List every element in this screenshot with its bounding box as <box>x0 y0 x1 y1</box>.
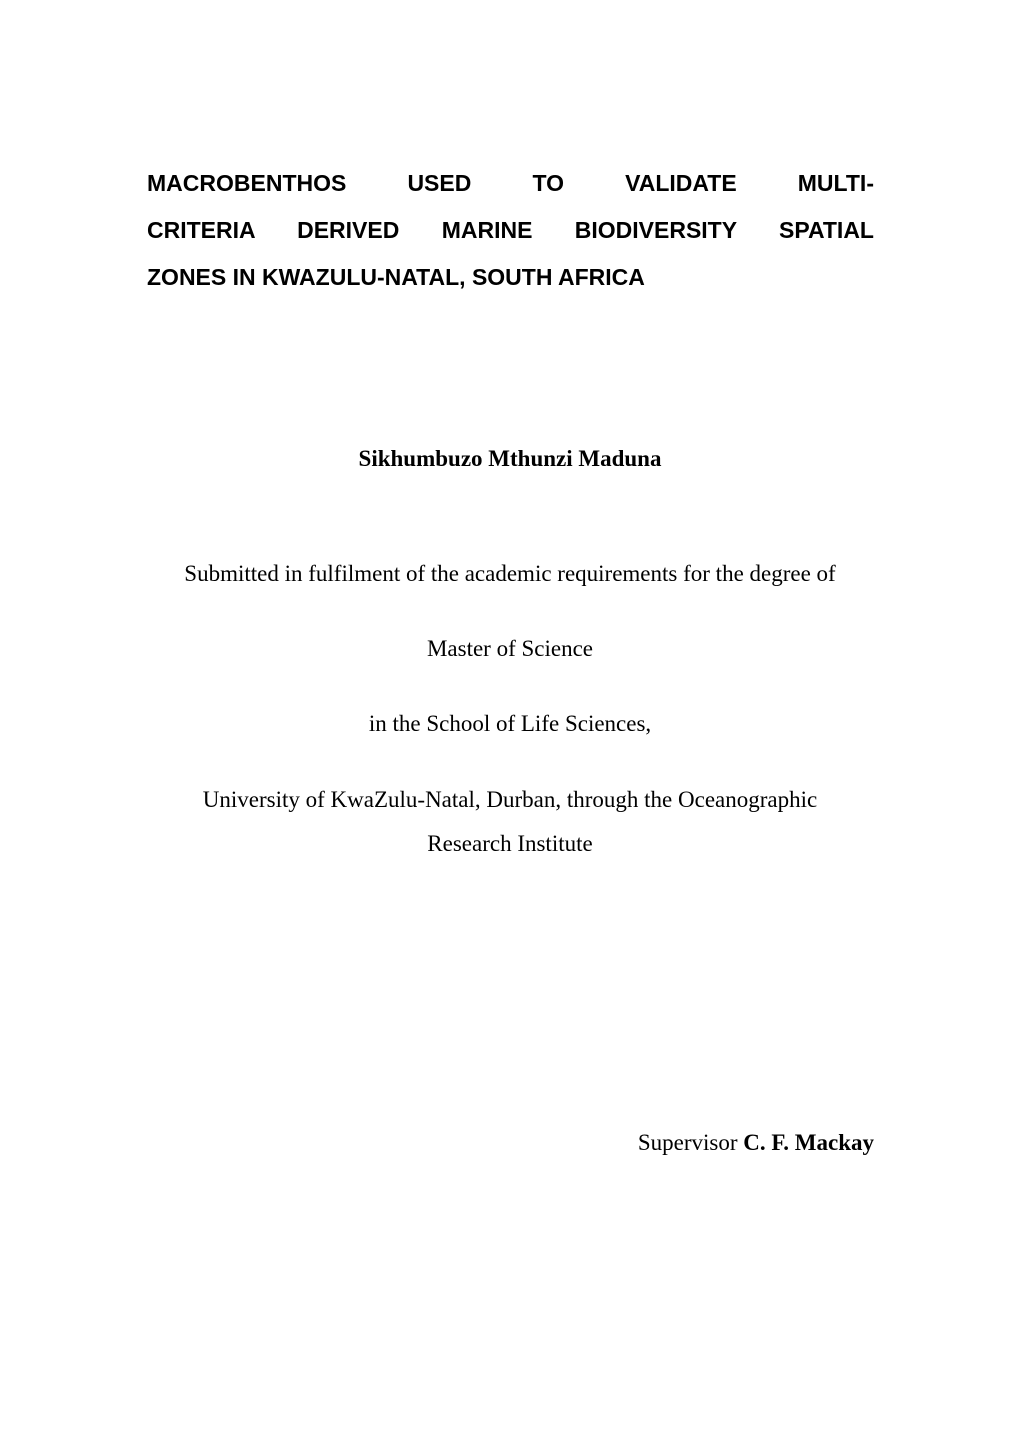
university-line-2: Research Institute <box>427 831 593 856</box>
title-line-3: ZONES IN KWAZULU-NATAL, SOUTH AFRICA <box>147 264 645 290</box>
title-line-2: CRITERIA DERIVED MARINE BIODIVERSITY SPATIAL <box>147 217 874 243</box>
supervisor-name: C. F. Mackay <box>743 1130 874 1155</box>
supervisor-label: Supervisor <box>637 1130 738 1155</box>
author-name: Sikhumbuzo Mthunzi Maduna <box>358 446 662 471</box>
degree-name: Master of Science <box>426 636 594 661</box>
submission-statement: Submitted in fulfilment of the academic requirements for the degree of <box>184 561 836 586</box>
supervisor-line <box>638 1128 874 1158</box>
school-name: in the School of Life Sciences, <box>368 711 652 736</box>
university-line-1: University of KwaZulu-Natal, Durban, through the Oceanographic <box>202 787 818 812</box>
title-line-1: MACROBENTHOS USED TO VALIDATE MULTI- <box>147 170 874 196</box>
